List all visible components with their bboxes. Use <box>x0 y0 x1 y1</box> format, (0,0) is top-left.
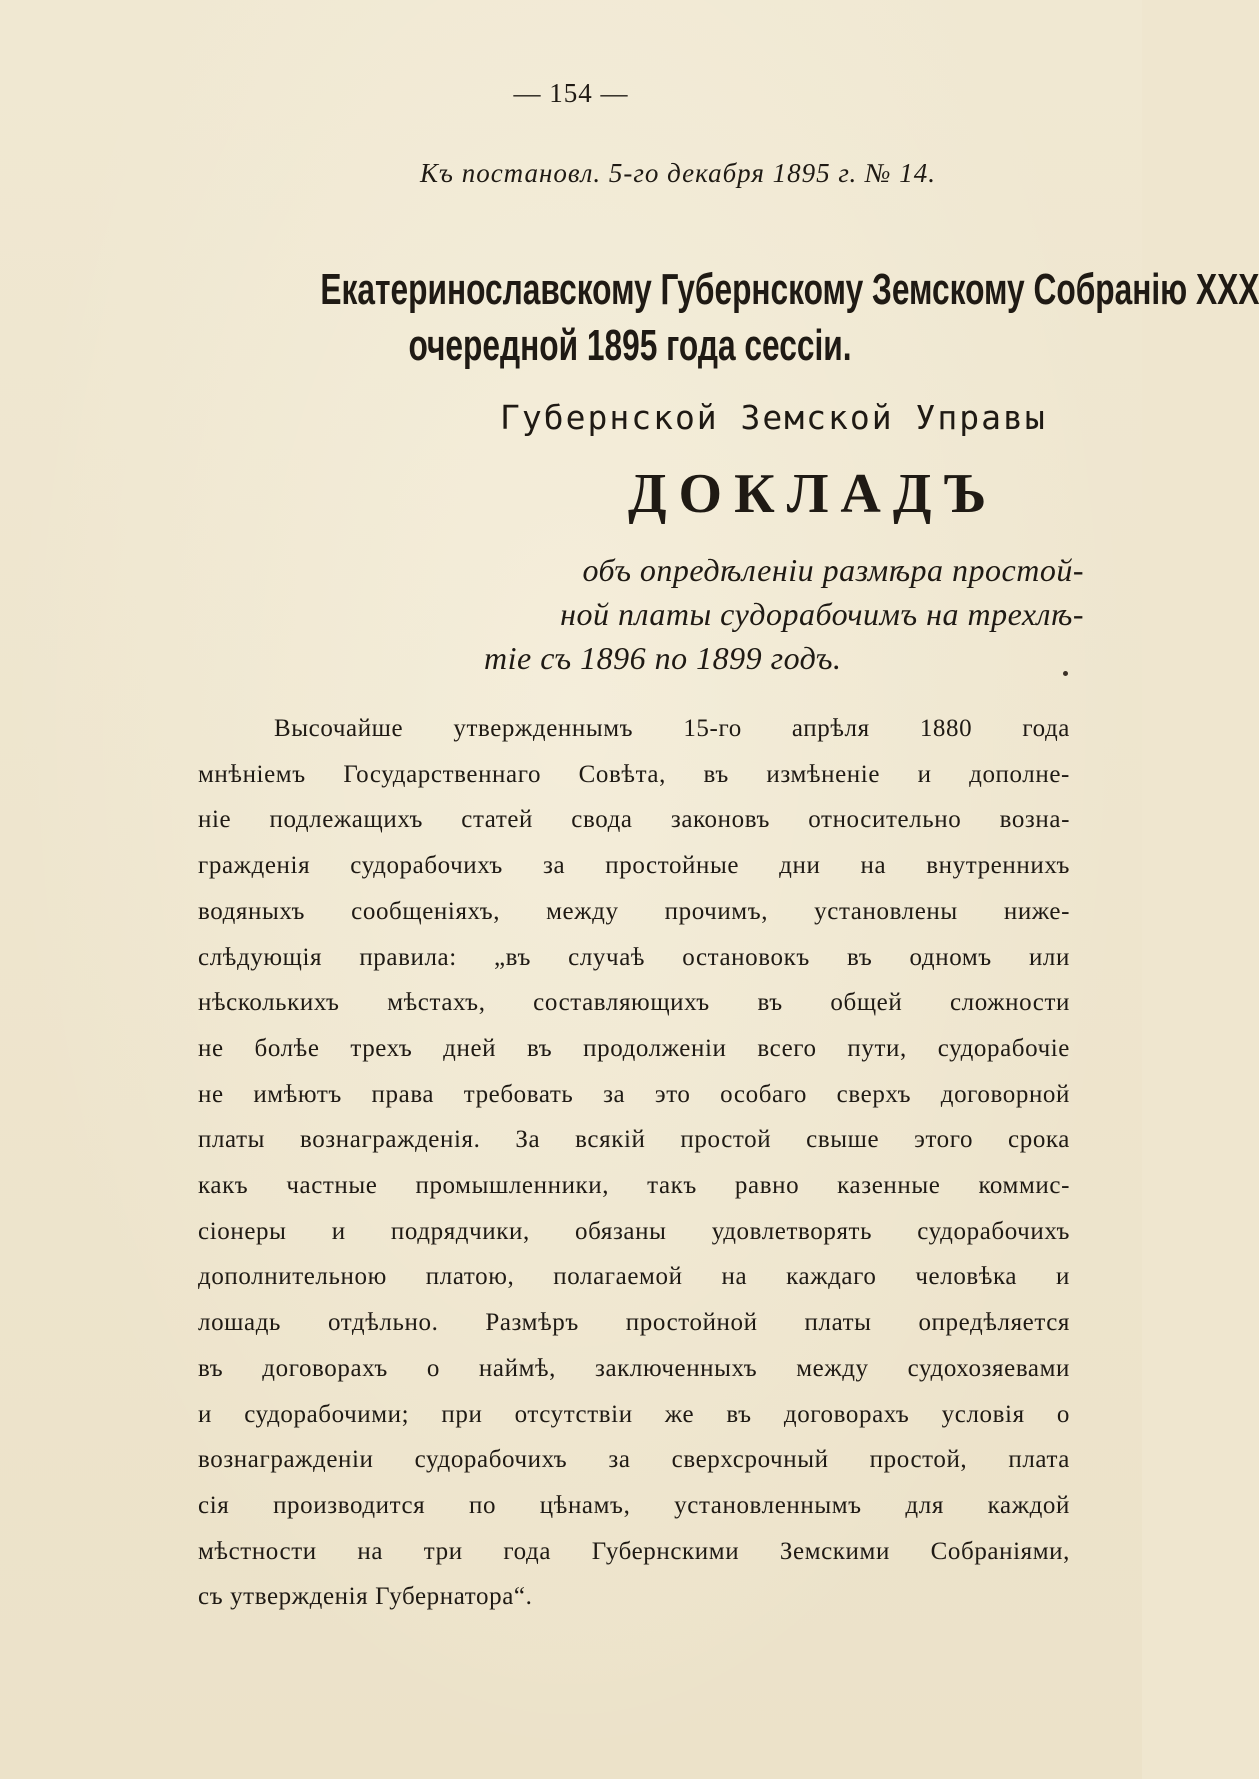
subject-line-3: тіе съ 1896 по 1899 годъ. <box>484 640 842 676</box>
assembly-title-line-2: очередной 1895 года сессіи. <box>408 321 852 370</box>
body-line: вознагражденіи судорабочихъ за сверхсрочный простой, плата <box>198 1446 1070 1474</box>
body-line: слѣдующія правила: „въ случаѣ остановокъ въ одномъ или <box>198 943 1070 971</box>
subject-line-1: объ опредѣленіи размѣра простой- <box>582 552 1084 588</box>
board-name: Губернской Земской Управы <box>500 398 1047 437</box>
assembly-title <box>320 262 1259 374</box>
body-line: Высочайше утвержденнымъ 15-го апрѣля 1880 года <box>274 715 1070 742</box>
body-line: мнѣніемъ Государственнаго Совѣта, въ измѣненіе и дополне- <box>198 760 1070 788</box>
body-line: ніе подлежащихъ статей свода законовъ относительно возна- <box>198 806 1070 834</box>
subject-line-2: ной платы судорабочимъ на трехлѣ- <box>560 596 1084 632</box>
body-line: сіонеры и подрядчики, обязаны удовлетворять судорабочихъ <box>198 1217 1070 1245</box>
body-line: мѣстности на три года Губернскими Земскими Собраніями, <box>198 1537 1070 1565</box>
body-line: нѣсколькихъ мѣстахъ, составляющихъ въ общей сложности <box>198 989 1070 1017</box>
body-paragraph <box>198 706 1070 1620</box>
body-line: и судорабочими; при отсутствіи же въ договорахъ условія о <box>198 1400 1070 1428</box>
body-line: съ утвержденія Губернатора“. <box>198 1583 533 1611</box>
body-line: не болѣе трехъ дней въ продолженіи всего пути, судорабочіе <box>198 1034 1070 1062</box>
body-line: дополнительною платою, полагаемой на каждаго человѣка и <box>198 1263 1070 1291</box>
body-line: въ договорахъ о наймѣ, заключенныхъ между судохозяевами <box>198 1354 1070 1382</box>
resolution-reference: Къ постановл. 5-го декабря 1895 г. № 14. <box>420 158 937 188</box>
body-line: гражденія судорабочихъ за простойные дни на внутреннихъ <box>198 852 1070 880</box>
page-number: — 154 — <box>513 78 629 108</box>
body-line: водяныхъ сообщеніяхъ, между прочимъ, установлены ниже- <box>198 897 1070 925</box>
body-line: не имѣютъ права требовать за это особаго сверхъ договорной <box>198 1080 1070 1108</box>
ink-dot <box>1063 671 1068 676</box>
report-heading: ДОКЛАДЪ <box>628 463 999 525</box>
body-line: лошадь отдѣльно. Размѣръ простойной платы опредѣляется <box>198 1309 1070 1337</box>
report-subject <box>484 548 1084 680</box>
body-line: сія производится по цѣнамъ, установленнымъ для каждой <box>198 1491 1070 1519</box>
assembly-title-line-1: Екатеринославскому Губернскому Земскому Собранію XXX <box>320 265 1259 314</box>
body-line: какъ частные промышленники, такъ равно казенные коммис- <box>198 1172 1070 1200</box>
body-line: платы вознагражденія. За всякій простой свыше этого срока <box>198 1126 1070 1154</box>
